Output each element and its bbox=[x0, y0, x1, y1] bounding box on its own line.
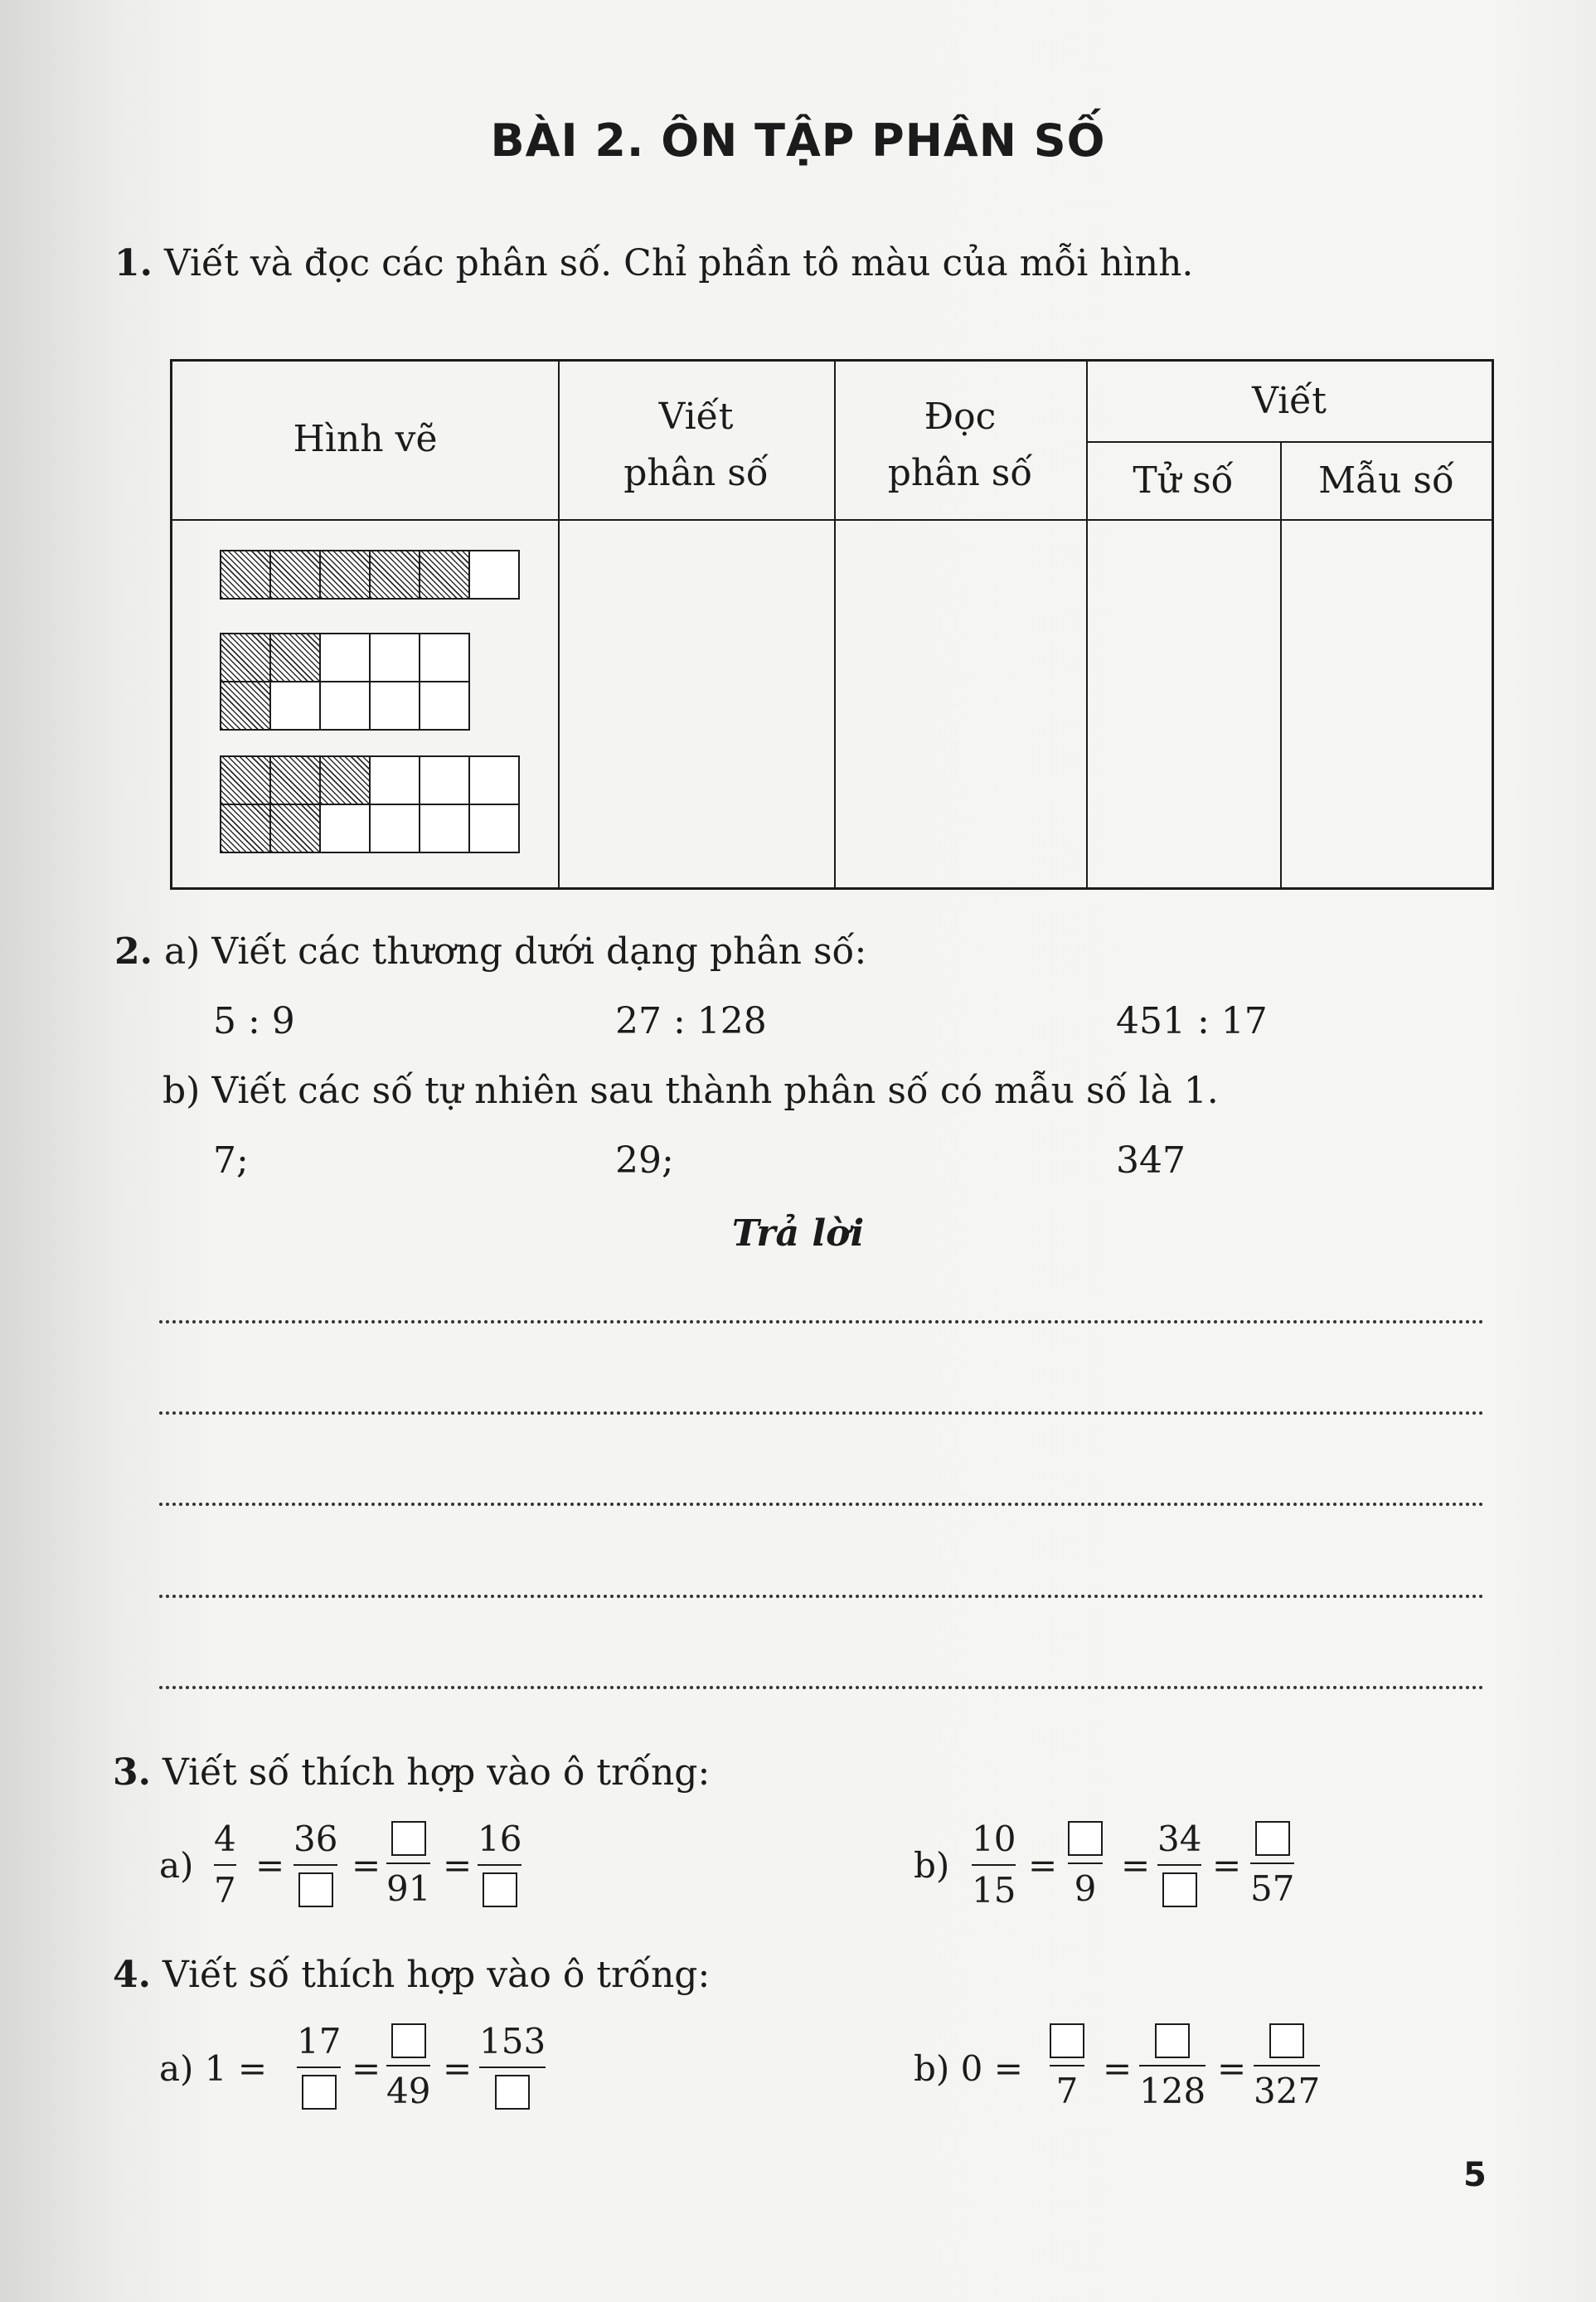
header-read-fraction-1: Đọc bbox=[924, 396, 997, 438]
equals-sign: = bbox=[1217, 2048, 1247, 2089]
figure-3 bbox=[220, 755, 520, 853]
fraction: 17 bbox=[297, 2018, 341, 2115]
q2-number: 2. bbox=[114, 930, 153, 973]
equals-sign: = bbox=[1121, 1845, 1151, 1886]
q2-b-item-1: 7; bbox=[213, 1139, 249, 1182]
q1-prompt bbox=[114, 242, 1193, 284]
q3-prompt bbox=[113, 1751, 710, 1794]
fraction: 10 15 bbox=[972, 1819, 1016, 1911]
blank-box[interactable] bbox=[302, 2075, 337, 2110]
header-numerator: Tử số bbox=[1133, 459, 1234, 502]
header-read-fraction-2: phân số bbox=[887, 452, 1033, 494]
equals-sign: = bbox=[443, 2048, 473, 2089]
equals-sign: = bbox=[1103, 2048, 1133, 2089]
q2-a-item-2: 27 : 128 bbox=[615, 1000, 767, 1042]
blank-box[interactable] bbox=[1269, 2023, 1304, 2058]
q4-text: Viết số thích hợp vào ô trống: bbox=[162, 1954, 711, 1996]
answer-line[interactable] bbox=[159, 1686, 1484, 1689]
blank-box[interactable] bbox=[1255, 1821, 1290, 1856]
q3-b-label: b) bbox=[914, 1845, 950, 1886]
q3-a-label: a) bbox=[159, 1845, 194, 1886]
q2-a-item-1: 5 : 9 bbox=[213, 1000, 295, 1042]
equals-sign: = bbox=[1212, 1845, 1242, 1886]
figure-2 bbox=[220, 633, 470, 731]
q4-number: 4. bbox=[113, 1954, 151, 1996]
q4-a-label: a) 1 = bbox=[159, 2048, 268, 2089]
header-figure: Hình vẽ bbox=[293, 418, 438, 460]
q4-prompt bbox=[113, 1954, 710, 1996]
q2-b-item-3: 347 bbox=[1116, 1139, 1186, 1182]
fraction-table bbox=[170, 359, 1494, 890]
header-write-fraction-1: Viết bbox=[658, 396, 734, 438]
equals-sign: = bbox=[352, 2048, 381, 2089]
blank-box[interactable] bbox=[483, 1872, 517, 1907]
fraction: 7 bbox=[1050, 2018, 1084, 2115]
answer-line[interactable] bbox=[159, 1320, 1484, 1323]
equals-sign: = bbox=[1028, 1845, 1058, 1886]
header-write-group: Viết bbox=[1252, 380, 1327, 422]
q2-b-item-2: 29; bbox=[615, 1139, 674, 1182]
q3-text: Viết số thích hợp vào ô trống: bbox=[162, 1751, 711, 1794]
blank-box[interactable] bbox=[1155, 2023, 1190, 2058]
blank-box[interactable] bbox=[495, 2075, 530, 2110]
fraction: 4 7 bbox=[214, 1819, 236, 1911]
page-title: BÀI 2. ÔN TẬP PHÂN SỐ bbox=[490, 114, 1106, 167]
answer-line[interactable] bbox=[159, 1503, 1484, 1506]
fraction: 57 bbox=[1250, 1816, 1294, 1912]
figure-1 bbox=[220, 550, 520, 600]
fraction: 128 bbox=[1139, 2018, 1205, 2115]
blank-box[interactable] bbox=[1068, 1821, 1103, 1856]
fraction: 49 bbox=[386, 2018, 430, 2115]
answer-line[interactable] bbox=[159, 1595, 1484, 1598]
header-denominator: Mẫu số bbox=[1318, 459, 1454, 502]
blank-box[interactable] bbox=[391, 2023, 426, 2058]
q2-b-text: b) Viết các số tự nhiên sau thành phân số có mẫu số là 1. bbox=[163, 1070, 1219, 1112]
q1-number: 1. bbox=[114, 242, 153, 284]
page-number: 5 bbox=[1463, 2156, 1487, 2194]
fraction: 91 bbox=[386, 1816, 430, 1912]
fraction: 16 bbox=[478, 1816, 521, 1912]
q1-text: Viết và đọc các phân số. Chỉ phần tô màu của mỗi hình. bbox=[163, 242, 1194, 284]
q3-number: 3. bbox=[113, 1751, 151, 1794]
fraction: 9 bbox=[1068, 1816, 1103, 1912]
blank-box[interactable] bbox=[298, 1872, 333, 1907]
blank-box[interactable] bbox=[1162, 1872, 1197, 1907]
fraction: 327 bbox=[1254, 2018, 1320, 2115]
header-write-fraction-2: phân số bbox=[623, 452, 769, 494]
fraction: 34 bbox=[1157, 1816, 1201, 1912]
blank-box[interactable] bbox=[1050, 2023, 1084, 2058]
q4-b-label: b) 0 = bbox=[914, 2048, 1023, 2089]
blank-box[interactable] bbox=[391, 1821, 426, 1856]
fraction: 36 bbox=[293, 1816, 337, 1912]
q2-a-text: a) Viết các thương dưới dạng phân số: bbox=[163, 930, 867, 973]
equals-sign: = bbox=[443, 1845, 473, 1886]
answer-line[interactable] bbox=[159, 1411, 1484, 1415]
equals-sign: = bbox=[352, 1845, 381, 1886]
q2-prompt-a bbox=[114, 930, 866, 973]
equals-sign: = bbox=[255, 1845, 285, 1886]
fraction: 153 bbox=[479, 2018, 546, 2115]
q2-a-item-3: 451 : 17 bbox=[1116, 1000, 1268, 1042]
answer-label: Trả lời bbox=[731, 1212, 865, 1255]
